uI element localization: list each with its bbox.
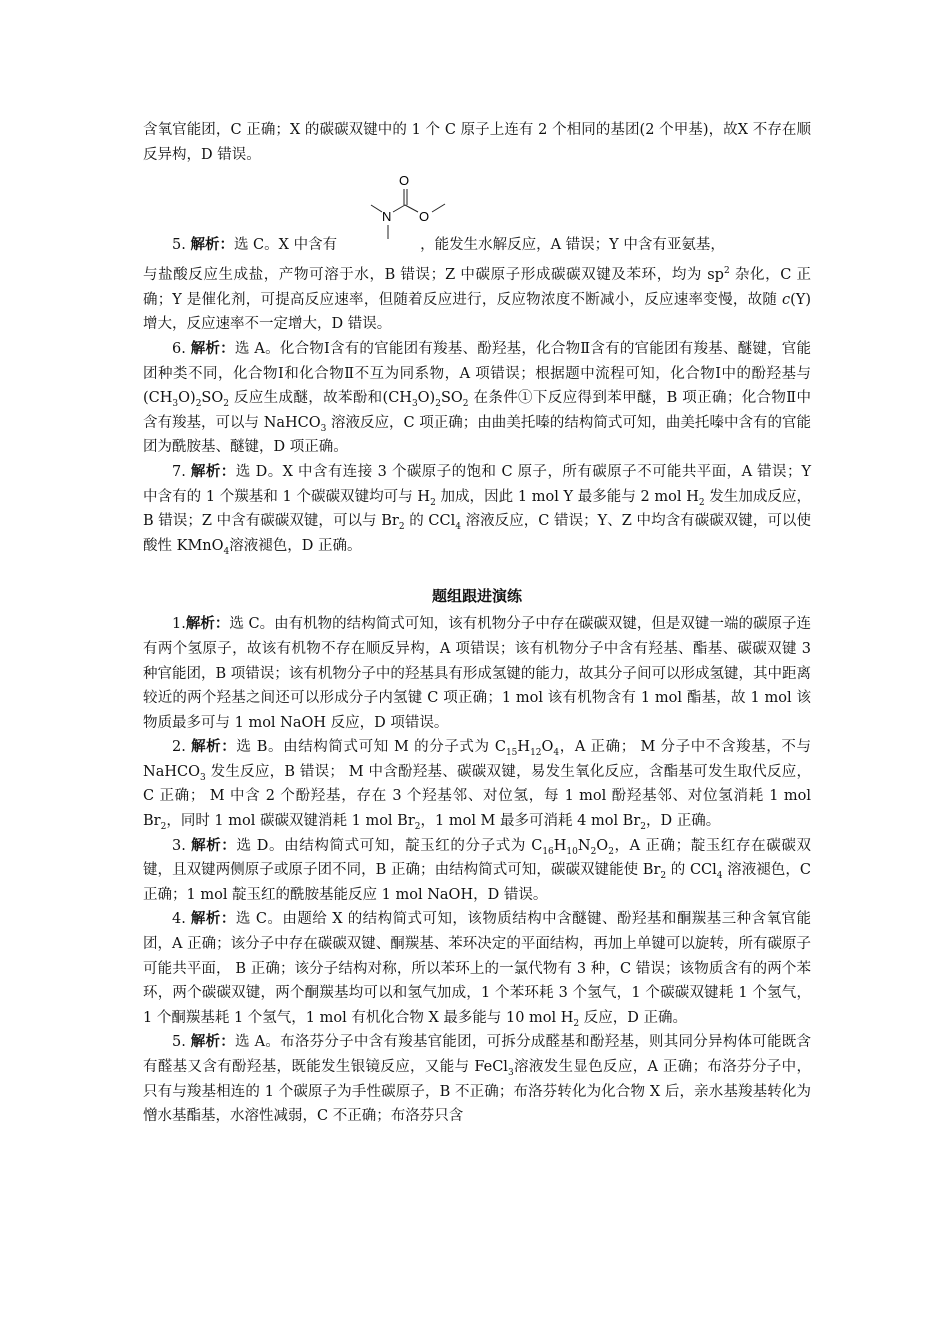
- bond-n-methyl: [371, 205, 382, 212]
- bond-c-n: [393, 205, 405, 212]
- bond-c-o: [405, 205, 418, 212]
- answer-page: [143, 118, 811, 1129]
- paragraph-q6: 6. 解析：选 A。化合物Ⅰ含有的官能团有羧基、酚羟基，化合物Ⅱ含有的官能团有羧基、醚键，官能团种类不同，化合物Ⅰ和化合物Ⅱ不互为同系物，A 项错误；根据题中流程可知，化合物Ⅰ中的酚羟基与$(CH_3O)_2SO_2$ 反应生成醚，故苯酚和$(CH_3O)_2SO_2$ 在条件①下反应得到苯甲醚，B 项正确；化合物Ⅱ中含有羧基，可以与 NaHCO$_3$ 溶液反应，C 项正确；由曲美托嗪的结构简式可知，曲美托嗪中含有的官能团为酰胺基、醚键，D 项正确。: [143, 339, 812, 456]
- paragraph-practice-2: 2. 解析：选 B。由结构简式可知 M 的分子式为 $C_{15}H_{12}O_4$，A 正确； M 分子中不含羧基，不与 NaHCO$_3$ 发生反应，B 错误； M 中含酚羟基、碳碳双键，易发生氧化反应，含酯基可发生取代反应，C 正确； M 中含 2 个酚羟基，存在 3 个羟基邻、对位氢，每 1 mol 酚羟基邻、对位氢消耗 1 mol $Br_2$，同时 1 mol 碳碳双键消耗 1 mol $Br_2$，1 mol M 最多可消耗 4 mol $Br_2$，D 正确。: [143, 738, 811, 832]
- atom-o-side: O: [419, 209, 430, 225]
- q5-continuation: 与盐酸反应生成盐，产物可溶于水，B 错误；Z 中碳原子形成碳碳双键及苯环，均为 $sp^2$ 杂化，C 正确；Y 是催化剂，可提高反应速率，但随着反应进行，反应物浓度不断减小，反应速率变慢，故随 c(Y)增大，反应速率不一定增大，D 错误。: [143, 266, 811, 333]
- carbamate-structure-image: [355, 171, 455, 241]
- atom-n: N: [382, 209, 392, 225]
- paragraph-practice-4: 4. 解析：选 C。由题给 X 的结构简式可知，该物质结构中含醚键、酚羟基和酮羰基三种含氧官能团，A 正确；该分子中存在碳碳双键、酮羰基、苯环决定的平面结构，再加上单键可以旋转，所有碳原子可能共平面， B 正确；该分子结构对称，所以苯环上的一氯代物有 3 种，C 错误；该物质含有的两个苯环，两个碳碳双键，两个酮羰基均可以和氢气加成，1 个苯环耗 3 个氢气，1 个碳碳双键耗 1 个氢气，1 个酮羰基耗 1 个氢气，1 mol 有机化合物 X 最多能与 10 mol $H_2$ 反应，D 正确。: [143, 910, 812, 1029]
- q5-with-structure: [143, 171, 811, 257]
- atom-o-top: O: [399, 173, 410, 189]
- section-title: 题组跟进演练: [431, 587, 522, 606]
- paragraph-q7: 7. 解析：选 D。X 中含有连接 3 个碳原子的饱和 C 原子，所有碳原子不可能共平面，A 错误；Y 中含有的 1 个羰基和 1 个碳碳双键均可与 $H_2$ 加成，因此 1 mol Y 最多能与 2 mol $H_2$ 发生加成反应，B 错误；Z 中含有碳碳双键，可以与 $Br_2$ 的 CCl$_4$ 溶液反应，C 错误；Y、Z 中均含有碳碳双键，可以使酸性 KMnO$_4$溶液褪色，D 正确。: [143, 462, 812, 557]
- q5-first-line: 5. 解析：选 C。X 中含有 ，能发生水解反应，A 错误；Y 中含有亚氨基，: [172, 235, 725, 253]
- paragraph-practice-5: 5. 解析：选 A。布洛芬分子中含有羧基官能团，可拆分成醛基和酚羟基，则其同分异构体可能既含有醛基又含有酚羟基，既能发生银镜反应，又能与 FeCl$_3$溶液发生显色反应，A 正确；布洛芬分子中，只有与羧基相连的 1 个碳原子为手性碳原子，B 不正确；布洛芬转化为化合物 X 后，亲水基羧基转化为憎水基酯基，水溶性减弱，C 不正确；布洛芬只含: [143, 1033, 812, 1125]
- paragraph-practice-3: 3. 解析：选 D。由结构简式可知，靛玉红的分子式为 $C_{16}H_{10}N_2O_2$，A 正确；靛玉红存在碳碳双键，且双键两侧原子或原子团不同，B 正确；由结构简式可知，碳碳双键能使 $Br_2$ 的 CCl$_4$ 溶液褪色，C 正确；1 mol 靛玉红的酰胺基能反应 1 mol NaOH，D 错误。: [143, 836, 812, 903]
- bond-o-methyl: [432, 204, 445, 212]
- paragraph-practice-1: 1.解析：选 C。由有机物的结构简式可知，该有机物分子中存在碳碳双键，但是双键一端的碳原子连有两个氢原子，故该有机物不存在顺反异构，A 项错误；该有机物分子中含有羟基、酯基、碳碳双键 3 种官能团，B 项错误；该有机物分子中的羟基具有形成氢键的能力，故其分子间可以形成氢键，其中距离较近的两个羟基之间还可以形成分子内氢键 C 项正确；1 mol 该有机物含有 1 mol 酯基，故 1 mol 该物质最多可与 1 mol NaOH 反应，D 项错误。: [143, 615, 812, 731]
- paragraph-q4-tail: 含氧官能团，C 正确；X 的碳碳双键中的 1 个 C 原子上连有 2 个相同的基团(2 个甲基)，故X 不存在顺反异构，D 错误。: [143, 122, 811, 163]
